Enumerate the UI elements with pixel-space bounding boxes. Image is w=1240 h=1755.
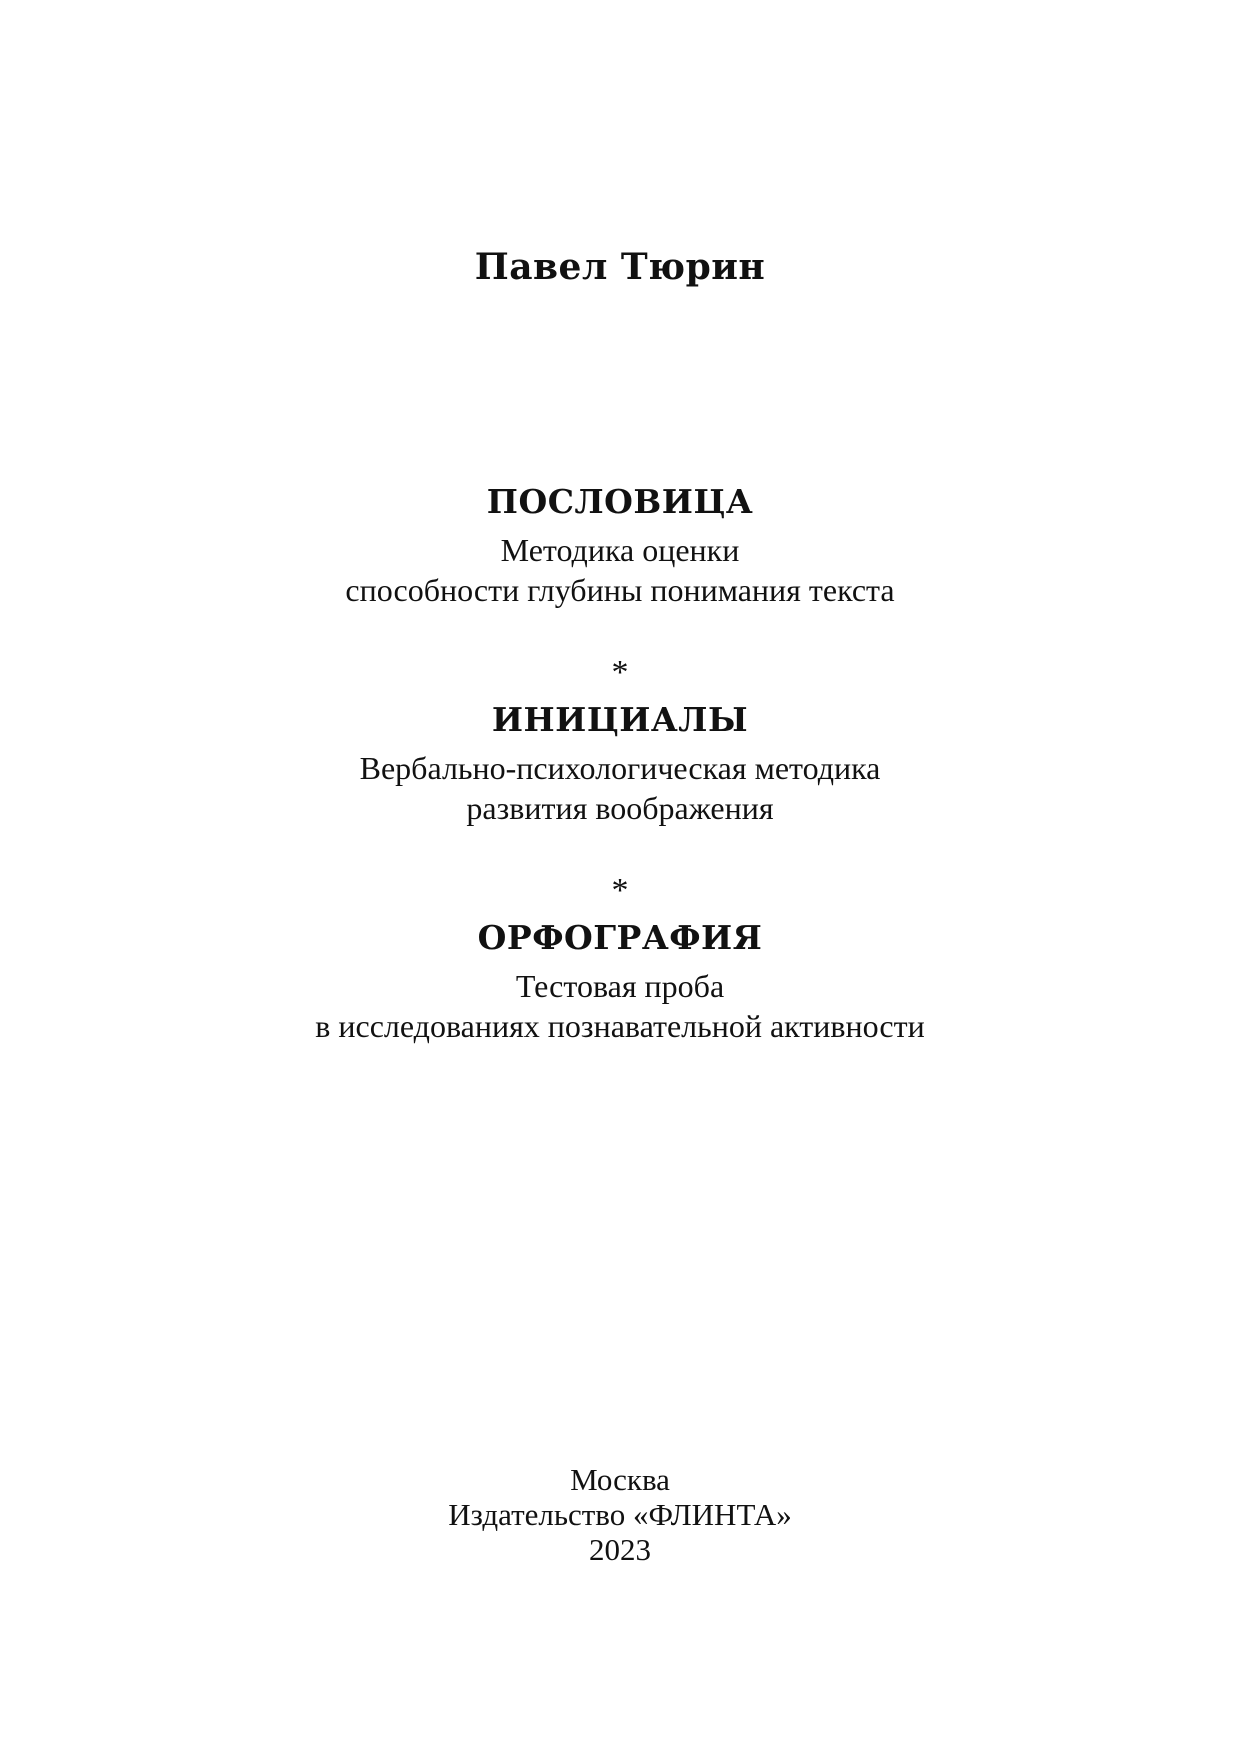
work-title-initials: ИНИЦИАЛЫ	[491, 700, 749, 739]
separator-asterisk: *	[611, 654, 629, 691]
separator-asterisk: *	[611, 872, 629, 909]
imprint-publisher: Издательство «ФЛИНТА»	[448, 1497, 792, 1532]
work-subtitle-proverb	[0, 530, 1240, 610]
subtitle-line: в исследованиях познавательной активности	[315, 1008, 925, 1044]
work-title-orthography: ОРФОГРАФИЯ	[477, 918, 763, 957]
subtitle-line: развития воображения	[466, 790, 774, 826]
subtitle-line: Вербально-психологическая методика	[359, 750, 881, 786]
work-subtitle-initials	[0, 748, 1240, 828]
author-name: Павел Тюрин	[474, 246, 766, 288]
imprint-year: 2023	[589, 1532, 651, 1567]
work-subtitle-orthography	[0, 966, 1240, 1046]
imprint	[0, 1462, 1240, 1567]
subtitle-line: Тестовая проба	[515, 968, 725, 1004]
subtitle-line: Методика оценки	[500, 532, 740, 568]
subtitle-line: способности глубины понимания текста	[345, 572, 895, 608]
imprint-city: Москва	[570, 1462, 670, 1497]
work-title-proverb: ПОСЛОВИЦА	[486, 482, 754, 521]
